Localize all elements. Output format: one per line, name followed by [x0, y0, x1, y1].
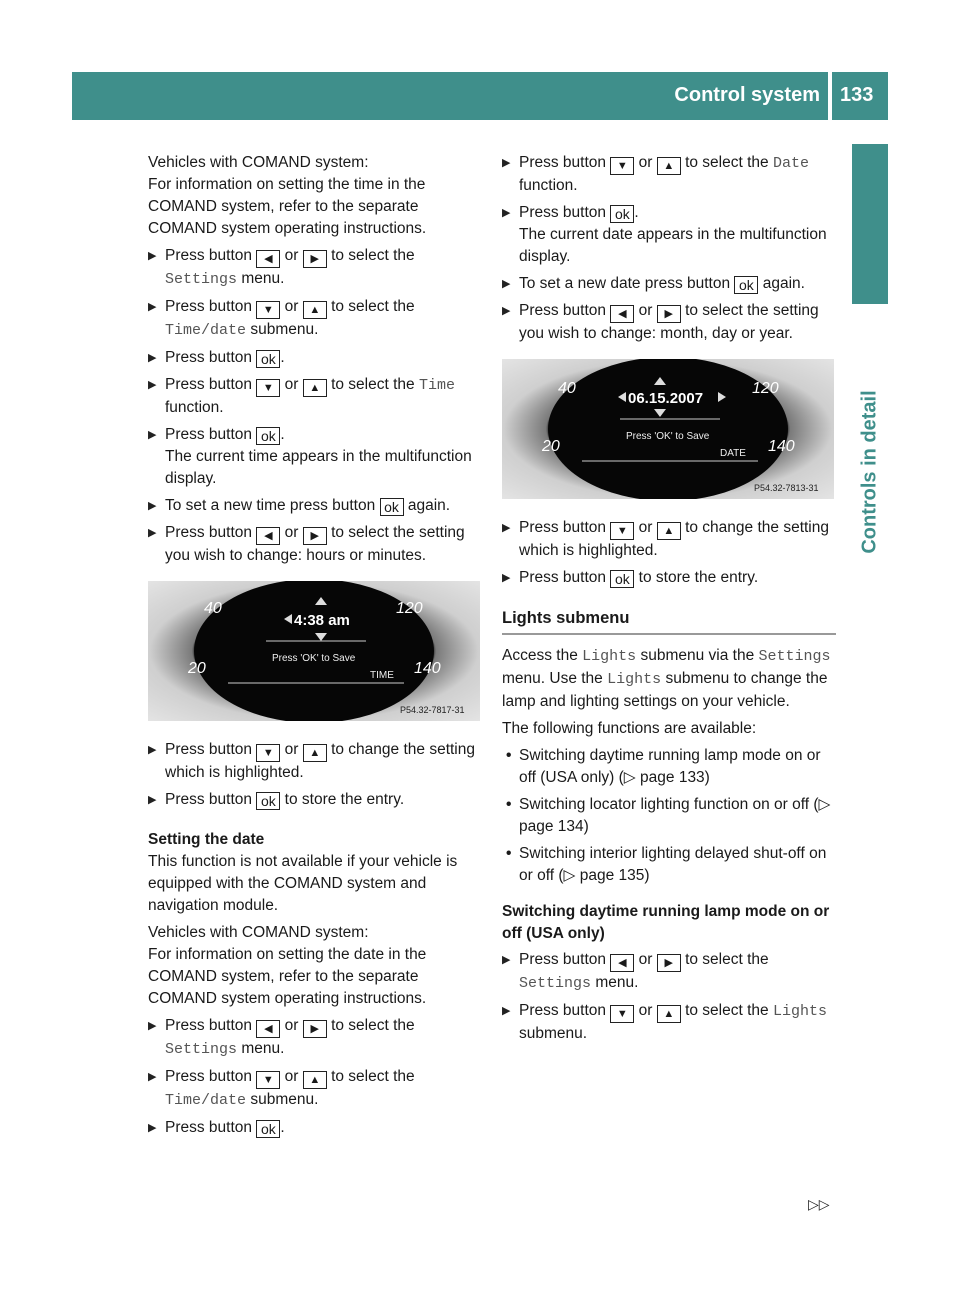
- ok-key-icon: ok: [380, 498, 404, 516]
- page-title: Control system: [674, 84, 820, 106]
- left-arrow-key-icon: ◀: [256, 1020, 280, 1038]
- step: ▶ To set a new date press button ok again.: [502, 273, 836, 295]
- up-arrow-key-icon: ▲: [303, 1071, 327, 1089]
- paragraph: This function is not available if your vehicle is equipped with the COMAND system and navigation module.: [148, 853, 458, 914]
- step: ▶ Press button ok . The current date appears in the multifunction display.: [502, 202, 836, 268]
- image-code: P54.32-7817-31: [400, 705, 465, 715]
- step: ▶ Press button ◀ or ▶ to select the Settings menu.: [148, 1015, 482, 1061]
- ok-key-icon: ok: [610, 570, 634, 588]
- gauge-label: 40: [204, 600, 222, 617]
- left-arrow-key-icon: ◀: [610, 954, 634, 972]
- gauge-label: 120: [752, 380, 779, 397]
- step: ▶ Press button ◀ or ▶ to select the setting you wish to change: month, day or year.: [502, 300, 836, 345]
- date-value: 06.15.2007: [628, 390, 704, 407]
- step: ▶ Press button ▼ or ▲ to change the setting which is highlighted.: [148, 739, 482, 784]
- step: ▶ Press button ◀ or ▶ to select the setting you wish to change: hours or minutes.: [148, 522, 482, 567]
- gauge-label: 40: [558, 380, 576, 397]
- up-arrow-key-icon: ▲: [303, 744, 327, 762]
- down-arrow-key-icon: ▼: [256, 379, 280, 397]
- left-arrow-key-icon: ◀: [610, 305, 634, 323]
- gauge-label: 140: [414, 660, 441, 677]
- mode-label: TIME: [370, 670, 394, 681]
- image-code: P54.32-7813-31: [754, 483, 819, 493]
- gauge-label: 120: [396, 600, 423, 617]
- left-column: [148, 152, 482, 1144]
- save-prompt: Press 'OK' to Save: [272, 653, 356, 664]
- ok-key-icon: ok: [256, 792, 280, 810]
- drl-heading: Switching daytime running lamp mode on or off (USA only): [502, 903, 830, 942]
- down-arrow-key-icon: ▼: [256, 744, 280, 762]
- right-arrow-key-icon: ▶: [303, 1020, 327, 1038]
- up-arrow-key-icon: ▲: [303, 379, 327, 397]
- time-display-image: [148, 581, 480, 721]
- step: ▶ To set a new time press button ok again.: [148, 495, 482, 517]
- header-separator: [828, 72, 832, 120]
- list-item: • Switching interior lighting delayed shut-off on or off (▷ page 135): [502, 843, 836, 887]
- page-number: 133: [840, 84, 874, 106]
- section-label: Controls in detail: [858, 390, 881, 554]
- ok-key-icon: ok: [256, 350, 280, 368]
- list-item: • Switching locator lighting function on or off (▷ page 134): [502, 794, 836, 838]
- lights-submenu-heading: Lights submenu: [502, 607, 836, 635]
- step: ▶ Press button ▼ or ▲ to select the Lights submenu.: [502, 1000, 836, 1045]
- right-column: [502, 152, 836, 1050]
- step: ▶ Press button ok . The current time appears in the multifunction display.: [148, 424, 482, 490]
- right-arrow-key-icon: ▶: [657, 954, 681, 972]
- step: ▶ Press button ▼ or ▲ to select the Time/date submenu.: [148, 296, 482, 342]
- step: ▶ Press button ▼ or ▲ to select the Date function.: [502, 152, 836, 197]
- date-display-image: [502, 359, 834, 499]
- step: ▶ Press button ok to store the entry.: [148, 789, 482, 811]
- step: ▶ Press button ▼ or ▲ to select the Time function.: [148, 374, 482, 419]
- down-arrow-key-icon: ▼: [610, 522, 634, 540]
- left-arrow-key-icon: ◀: [256, 250, 280, 268]
- step: ▶ Press button ok .: [148, 347, 482, 369]
- down-arrow-key-icon: ▼: [256, 1071, 280, 1089]
- step: ▶ Press button ok to store the entry.: [502, 567, 836, 589]
- ok-key-icon: ok: [256, 427, 280, 445]
- list-item: • Switching daytime running lamp mode on or off (USA only) (▷ page 133): [502, 745, 836, 789]
- step: ▶ Press button ◀ or ▶ to select the Settings menu.: [148, 245, 482, 291]
- step: ▶ Press button ▼ or ▲ to change the setting which is highlighted.: [502, 517, 836, 562]
- date-heading: Setting the date: [148, 831, 265, 848]
- down-arrow-key-icon: ▼: [610, 1005, 634, 1023]
- step: ▶ Press button ok .: [148, 1117, 482, 1139]
- right-arrow-key-icon: ▶: [303, 527, 327, 545]
- left-arrow-key-icon: ◀: [256, 527, 280, 545]
- up-arrow-key-icon: ▲: [657, 1005, 681, 1023]
- paragraph: The following functions are available:: [502, 720, 757, 737]
- down-arrow-key-icon: ▼: [256, 301, 280, 319]
- down-arrow-key-icon: ▼: [610, 157, 634, 175]
- mode-label: DATE: [720, 448, 746, 459]
- ok-key-icon: ok: [610, 205, 634, 223]
- right-arrow-key-icon: ▶: [303, 250, 327, 268]
- ok-key-icon: ok: [256, 1120, 280, 1138]
- right-arrow-key-icon: ▶: [657, 305, 681, 323]
- save-prompt: Press 'OK' to Save: [626, 431, 710, 442]
- ok-key-icon: ok: [734, 276, 758, 294]
- up-arrow-key-icon: ▲: [657, 157, 681, 175]
- up-arrow-key-icon: ▲: [657, 522, 681, 540]
- section-tab: [852, 144, 888, 304]
- step: ▶ Press button ◀ or ▶ to select the Settings menu.: [502, 949, 836, 995]
- time-value: 4:38 am: [294, 612, 350, 629]
- step: ▶ Press button ▼ or ▲ to select the Time/date submenu.: [148, 1066, 482, 1112]
- continue-arrows-icon: ▷▷: [808, 1196, 830, 1212]
- intro-paragraph: Vehicles with COMAND system: For information on setting the time in the COMAND system, refer to the separate COMAND system operating instructions.: [148, 154, 427, 237]
- gauge-label: 140: [768, 438, 795, 455]
- paragraph: Access the Lights submenu via the Settings menu. Use the Lights submenu to change the lamp and lighting settings on your vehicle.: [502, 647, 831, 710]
- gauge-label: 20: [542, 438, 560, 455]
- gauge-label: 20: [188, 660, 206, 677]
- up-arrow-key-icon: ▲: [303, 301, 327, 319]
- paragraph: Vehicles with COMAND system: For information on setting the date in the COMAND system, refer to the separate COMAND system operating instructions.: [148, 924, 427, 1007]
